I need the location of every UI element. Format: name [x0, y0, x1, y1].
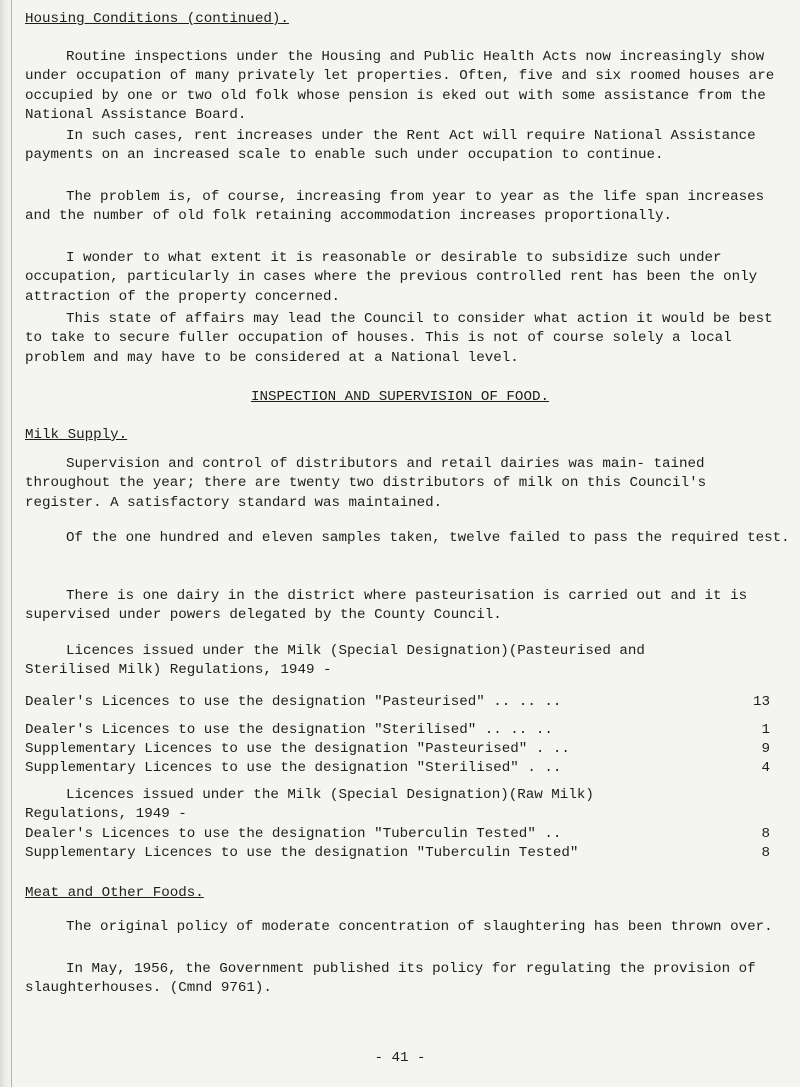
milk-paragraph-3: There is one dairy in the district where pasteurisation is carried out and it is supervised under powers delegated by the County Council. — [25, 588, 748, 624]
milk-paragraph-2: Of the one hundred and eleven samples taken, twelve failed to pass the required test. — [66, 530, 790, 546]
licence-row — [25, 825, 770, 844]
meat-paragraph-1: The original policy of moderate concentration of slaughtering has been thrown over. — [66, 919, 773, 935]
page-number: - 41 - — [374, 1050, 426, 1066]
housing-paragraph-2: In such cases, rent increases under the Rent Act will require National Assistance payments on an increased scale to enable such under occupation to continue. — [25, 128, 756, 164]
licence-label: Dealer's Licences to use the designation "Pasteurised" .. .. .. — [25, 694, 562, 710]
meat-paragraph-2: In May, 1956, the Government published its policy for regulating the provision of slaughterhouses. (Cmnd 9761). — [25, 961, 756, 997]
licence-label: Supplementary Licences to use the designation "Sterilised" . .. — [25, 760, 562, 776]
licence-row — [25, 693, 770, 712]
licence-count: 8 — [761, 845, 770, 861]
licence-count: 1 — [761, 722, 770, 738]
licences-intro-raw-line1: Licences issued under the Milk (Special Designation)(Raw Milk) — [66, 787, 594, 803]
licences-intro-raw — [25, 786, 766, 825]
licences-intro-pasteurised — [25, 642, 766, 681]
licence-label: Dealer's Licences to use the designation "Sterilised" .. .. .. — [25, 722, 553, 738]
housing-heading: Housing Conditions (continued). — [25, 11, 289, 27]
section-title: INSPECTION AND SUPERVISION OF FOOD. — [251, 389, 549, 405]
licence-row — [25, 844, 770, 863]
licence-count: 9 — [761, 741, 770, 757]
housing-paragraph-1: Routine inspections under the Housing and Public Health Acts now increasingly show under occupation of many privately let properties. Often, five and six roomed houses are occupied by one or two old folk whose pension is eked out with some assistance from the National Assistance Board. — [25, 49, 775, 124]
licence-count: 8 — [761, 826, 770, 842]
housing-paragraph-4: I wonder to what extent it is reasonable or desirable to subsidize such under occupation, particularly in cases where the previous controlled rent has been the only attraction of the property concerned. — [25, 250, 758, 305]
milk-heading: Milk Supply. — [25, 427, 128, 443]
housing-paragraph-3: The problem is, of course, increasing from year to year as the life span increases and the number of old folk retaining accommodation increases proportionally. — [25, 189, 765, 225]
licence-row — [25, 759, 770, 778]
licence-row — [25, 721, 770, 740]
licence-count: 4 — [761, 760, 770, 776]
licence-label: Supplementary Licences to use the designation "Tuberculin Tested" — [25, 845, 579, 861]
licences-intro-raw-line2: Regulations, 1949 - — [25, 806, 187, 823]
milk-paragraph-1: Supervision and control of distributors and retail dairies was main- tained throughout the year; there are twenty two distributors of milk on this Council's register. A satisfactory standard was maintained. — [25, 456, 707, 511]
licence-count: 13 — [752, 694, 770, 710]
meat-heading: Meat and Other Foods. — [25, 885, 204, 901]
licences-intro-pasteurised-line2: Sterilised Milk) Regulations, 1949 - — [25, 662, 332, 679]
housing-paragraph-5: This state of affairs may lead the Council to consider what action it would be best to take to secure fuller occupation of houses. This is not of course solely a local problem and may have to be considered at a National level. — [25, 311, 773, 366]
licence-row — [25, 740, 770, 759]
licences-intro-pasteurised-line1: Licences issued under the Milk (Special Designation)(Pasteurised and — [66, 643, 645, 659]
licence-label: Dealer's Licences to use the designation "Tuberculin Tested" .. — [25, 826, 562, 842]
licence-label: Supplementary Licences to use the designation "Pasteurised" . .. — [25, 741, 570, 757]
